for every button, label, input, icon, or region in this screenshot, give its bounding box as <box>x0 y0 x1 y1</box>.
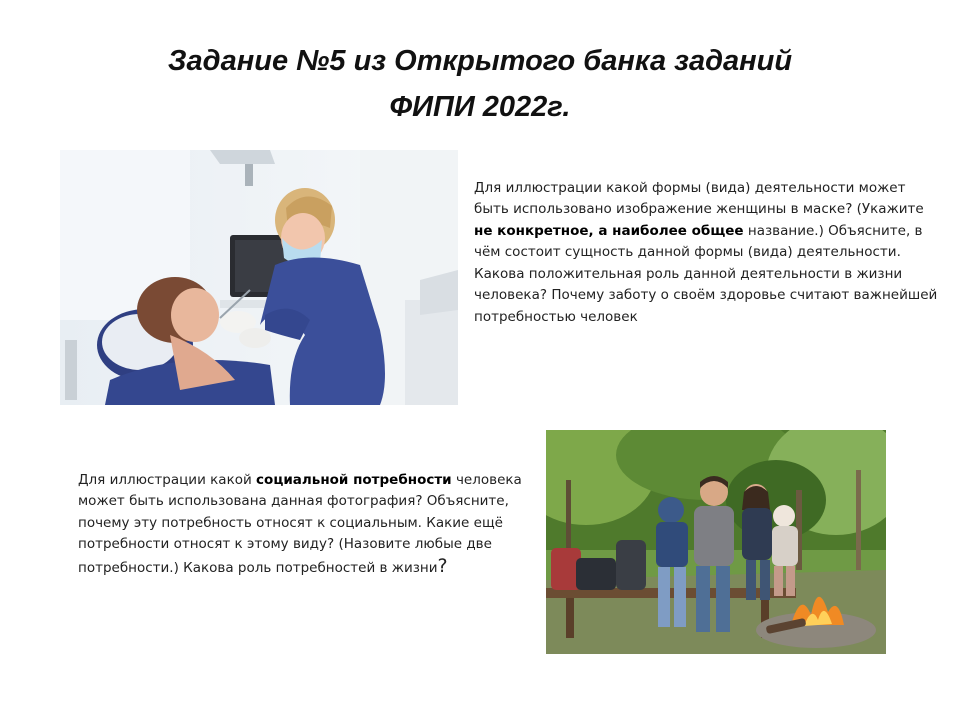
task-2-text-start: Для иллюстрации какой <box>78 471 257 488</box>
task-1-text-end: название.) Объясните, в чём состоит сущность данной формы (вида) деятельности. Какова положительная роль данной деятельности в жизни человека? Почему заботу о своём здоровье считают важнейшей потребностью человек <box>474 222 938 326</box>
slide-title <box>60 38 900 130</box>
task-2-question-mark: ? <box>437 554 448 577</box>
campfire-family-photo <box>546 430 886 654</box>
task-1-text <box>474 178 940 329</box>
task-1-emphasis: не конкретное, а наиболее общее <box>474 222 744 239</box>
slide-title-line-1: Задание №5 из Открытого банка заданий <box>167 45 793 77</box>
task-1-text-start: Для иллюстрации какой формы (вида) деятельности может быть использовано изображение женщины в маске? (Укажите <box>474 179 924 218</box>
task-2-text <box>78 470 538 580</box>
task-2-emphasis: социальной потребности <box>256 471 452 488</box>
task-2-text-end: человека может быть использована данная фотография? Объясните, почему эту потребность относят к социальным. Какие ещё потребности относят к этому виду? (Назовите любые две потребности.) Какова роль потребностей в жизни <box>78 471 522 576</box>
dentist-photo <box>60 150 458 405</box>
slide-title-line-2: ФИПИ 2022г. <box>389 91 571 123</box>
